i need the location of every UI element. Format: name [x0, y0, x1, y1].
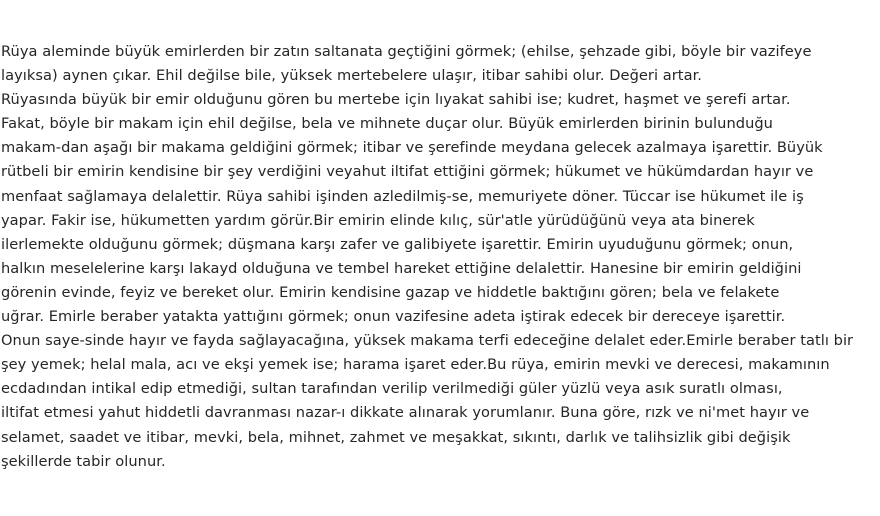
article-line: halkın meselelerine karşı lakayd olduğuna ve tembel hareket ettiğine delalettir. Hanesine bir emirin geldiğini	[1, 259, 802, 277]
article-line: iltifat etmesi yahut hiddetli davranması nazar-ı dikkate alınarak yorumlanır. Buna göre, rızk ve ni'met hayır ve	[1, 404, 810, 422]
article-line: görenin evinde, feyiz ve bereket olur. Emirin kendisine gazap ve hiddetle baktığını gören; bela ve felakete	[1, 283, 780, 301]
article-line: selamet, saadet ve itibar, mevki, bela, mihnet, zahmet ve meşakkat, sıkıntı, darlık ve talihsizlik gibi değişik	[1, 428, 791, 446]
article-line: Rüya aleminde büyük emirlerden bir zatın saltanata geçtiğini görmek; (ehilse, şehzade gibi, böyle bir vazifeye	[1, 43, 812, 60]
article-line: Onun saye-sinde hayır ve fayda sağlayacağına, yüksek makama terfi edeceğine delalet eder.Emirle beraber tatlı bir	[1, 332, 854, 350]
article-line: makam-dan aşağı bir makama geldiğini görmek; itibar ve şerefinde meydana gelecek azalmaya işarettir. Büyük	[1, 139, 823, 157]
article-line: layıksa) aynen çıkar. Ehil değilse bile, yüksek mertebelere ulaşır, itibar sahibi olur. Değeri artar.	[1, 67, 702, 85]
article-line: Fakat, böyle bir makam için ehil değilse, bela ve mihnete duçar olur. Büyük emirlerden birinin bulunduğu	[1, 115, 773, 133]
article-line: rütbeli bir emirin kendisine bir şey verdiğini veyahut iltifat ettiğini görmek; hükumet ve hükümdardan hayır ve	[1, 163, 814, 181]
article-line: ilerlemekte olduğunu görmek; düşmana karşı zafer ve galibiyete işarettir. Emirin uyuduğunu görmek; onun,	[1, 235, 794, 253]
article-line: Rüyasında büyük bir emir olduğunu gören bu mertebe için lıyakat sahibi ise; kudret, haşmet ve şerefi artar.	[1, 91, 791, 109]
article-line: yapar. Fakir ise, hükumetten yardım görür.Bir emirin elinde kılıç, sür'atle yürüdüğünü veya ata binerek	[1, 211, 755, 229]
article-line: şekillerde tabir olunur.	[1, 452, 166, 470]
article-line: menfaat sağlamaya delalettir. Rüya sahibi işinden azledilmiş-se, memuriyete döner. Tüccar ise hükumet ile iş	[1, 187, 804, 205]
article-line: şey yemek; helal mala, acı ve ekşi yemek ise; harama işaret eder.Bu rüya, emirin mevki ve derecesi, makamının	[1, 356, 830, 374]
article-line: ecdadından intikal edip etmediği, sultan tarafından verilip verilmediği güler yüzlü veya asık suratlı olması,	[1, 380, 783, 398]
article-line: uğrar. Emirle beraber yatakta yattığını görmek; onun vazifesine adeta iştirak edecek bir dereceye işarettir.	[1, 308, 786, 326]
article-body	[1, 40, 877, 474]
